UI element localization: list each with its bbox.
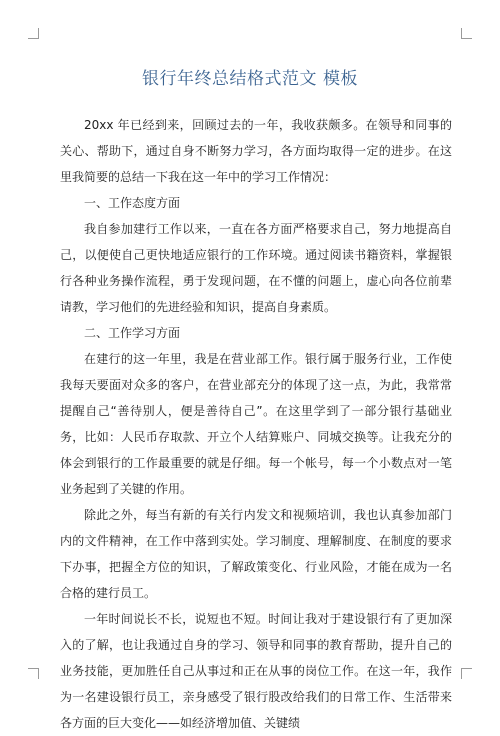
paragraph-intro: 20xx 年已经到来，回顾过去的一年，我收获颇多。在领导和同事的关心、帮助下，通过自身不断努力学习，各方面均取得一定的进步。在这里我简要的总结一下我在这一年中的学习工作情况： (60, 118, 452, 184)
crop-mark-bottom-left (28, 668, 39, 679)
paragraph-work-study: 在建行的这一年里，我是在营业部工作。银行属于服务行业，工作使我每天要面对众多的客户，在营业部充分的体现了这一点，为此，我常常提醒自己“善待别人，便是善待自己”。在这里学到了一部分银行基础业务，比如：人民币存取款、开立个人结算账户、同城交换等。让我充分的体会到银行的工作最重要的就是仔细。每一个帐号，每一个小数点对一笔业务起到了关键的作用。 (60, 352, 452, 496)
document-title: 银行年终总结格式范文 模板 (142, 69, 358, 89)
paragraph-training: 除此之外，每当有新的有关行内发文和视频培训，我也认真参加部门内的文件精神，在工作中落到实处。学习制度、理解制度、在制度的要求下办事，把握全方位的知识，了解政策变化、行业风险，才能在成为一名合格的建行员工。 (60, 508, 452, 600)
section-heading-attitude: 一、工作态度方面 (84, 196, 181, 210)
paragraph-reflection: 一年时间说长不长，说短也不短。时间让我对于建设银行有了更加深入的了解，也让我通过自身的学习、领导和同事的教育帮助，提升自己的业务技能，更加胜任自己从事过和正在从事的岗位工作。在这一年，我作为一名建设银行员工，亲身感受了银行股改给我们的日常工作、生活带来各方面的巨大变化——如经济增加值、关键绩 (60, 612, 452, 730)
paragraph-attitude: 我自参加建行工作以来，一直在各方面严格要求自己，努力地提高自己，以便使自己更快地适应银行的工作环境。通过阅读书籍资料，掌握银行各种业务操作流程，勇于发现问题，在不懂的问题上，虚心向各位前辈请教，学习他们的先进经验和知识，提高自身素质。 (60, 222, 452, 314)
crop-mark-top-left (28, 28, 39, 39)
section-heading-work-study: 二、工作学习方面 (84, 326, 181, 340)
crop-mark-top-right (461, 28, 472, 39)
crop-mark-bottom-right (461, 668, 472, 679)
document-body (60, 112, 452, 736)
